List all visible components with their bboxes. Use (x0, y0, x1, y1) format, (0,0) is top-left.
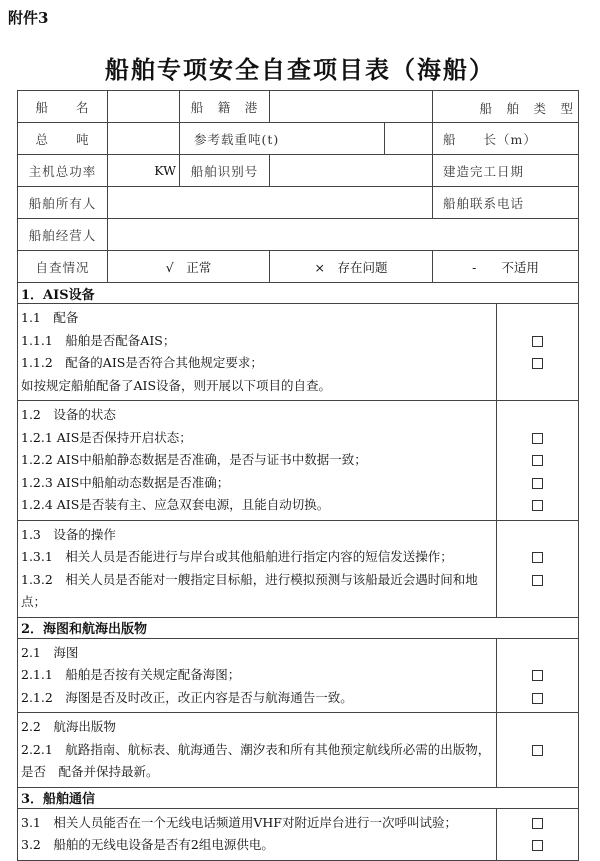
checklist-group-text (18, 520, 497, 617)
checkbox[interactable] (532, 358, 543, 369)
operator-value[interactable] (108, 219, 579, 251)
header-row-1 (18, 91, 579, 123)
checklist-item-text: 2.2.1 航路指南、航标表、航海通告、潮汐表和所有其他预定航线所必需的出版物，是否 配备并保持最新。 (21, 741, 491, 779)
header-row-3 (18, 155, 579, 187)
checklist-group-row (18, 808, 579, 860)
checkbox-column (497, 808, 579, 860)
gross-tonnage-value[interactable] (108, 123, 180, 155)
checkbox-column (497, 401, 579, 521)
checklist-group-text (18, 808, 497, 860)
section-title: 3．船舶通信 (18, 787, 579, 808)
group-title: 2.2 航海出版物 (21, 719, 116, 734)
power-unit: KW (154, 163, 176, 178)
checkbox[interactable] (532, 336, 543, 347)
checklist-group-row (18, 713, 579, 788)
checklist-item-text: 2.1.2 海图是否及时改正，改正内容是否与航海通告一致。 (21, 689, 353, 705)
checkbox-column (497, 304, 579, 401)
checklist-item-text: 1.2.3 AIS中船舶动态数据是否准确； (21, 474, 230, 490)
checkbox[interactable] (532, 693, 543, 704)
gross-tonnage-label: 总 吨 (35, 131, 90, 147)
checkbox-column (497, 520, 579, 617)
ship-id-label: 船舶识别号 (190, 163, 259, 179)
checklist-item-text: 1.1.1 船舶是否配备AIS； (21, 332, 176, 348)
status-problem: × 存在问题 (314, 259, 388, 275)
checklist-item-text: 1.3.1 相关人员是否能进行与岸台或其他船舶进行指定内容的短信发送操作； (21, 549, 453, 564)
status-na: - 不适用 (472, 259, 539, 275)
checklist-group-row (18, 304, 579, 401)
checkbox[interactable] (532, 552, 543, 563)
checklist-item-text: 2.1.1 船舶是否按有关规定配备海图； (21, 667, 241, 682)
checklist-body (18, 283, 579, 861)
checkbox[interactable] (532, 433, 543, 444)
checklist-group-text (18, 638, 497, 713)
status-normal: √ 正常 (165, 259, 212, 275)
attachment-label: 附件3 (8, 9, 49, 27)
checkbox[interactable] (532, 478, 543, 489)
group-title: 1.3 设备的操作 (21, 526, 116, 542)
checklist-item-text: 1.2.2 AIS中船舶静态数据是否准确，是否与证书中数据一致； (21, 452, 367, 467)
section-header-row (18, 787, 579, 808)
checklist-item-text: 1.1.2 配备的AIS是否符合其他规定要求； (21, 355, 263, 370)
checklist-group-row (18, 520, 579, 617)
header-row-4 (18, 187, 579, 219)
build-date-label: 建造完工日期 (443, 163, 525, 179)
checklist-item-text: 1.2.1 AIS是否保持开启状态； (21, 429, 192, 445)
section-header-row (18, 617, 579, 638)
checklist-group-row (18, 401, 579, 521)
checklist-group-text (18, 713, 497, 788)
checkbox-column (497, 713, 579, 788)
checklist-group-row (18, 638, 579, 713)
group-title: 1.1 配备 (21, 310, 79, 325)
operator-label: 船舶经营人 (28, 227, 97, 243)
contact-phone-label: 船舶联系电话 (443, 195, 525, 211)
checkbox[interactable] (532, 500, 543, 511)
main-power-label: 主机总功率 (28, 163, 97, 179)
checklist-group-text (18, 401, 497, 521)
ship-id-value[interactable] (270, 155, 433, 187)
checkbox[interactable] (532, 818, 543, 829)
checkbox[interactable] (532, 575, 543, 586)
checkbox[interactable] (532, 745, 543, 756)
ship-type-label: 船 舶 类 型 (479, 101, 574, 116)
header-row-2 (18, 123, 579, 155)
ship-length-label: 船 长（m） (443, 131, 537, 147)
owner-value[interactable] (108, 187, 433, 219)
checkbox[interactable] (532, 670, 543, 681)
checklist-item-text: 如按规定船舶配备了AIS设备，则开展以下项目的自查。 (21, 377, 332, 393)
ship-name-label: 船 名 (35, 99, 90, 115)
ref-capacity-value[interactable] (385, 123, 433, 155)
checklist-item-text: 3.1 相关人员能否在一个无线电话频道用VHF对附近岸台进行一次呼叫试验； (21, 814, 457, 830)
header-row-5 (18, 219, 579, 251)
checkbox[interactable] (532, 840, 543, 851)
section-title: 1．AIS设备 (18, 283, 579, 304)
checkbox[interactable] (532, 455, 543, 466)
check-status-label: 自查情况 (35, 259, 90, 275)
checkbox-column (497, 638, 579, 713)
registry-port-value[interactable] (270, 91, 433, 123)
section-title: 2．海图和航海出版物 (18, 617, 579, 638)
checklist-item-text: 3.2 船舶的无线电设备是否有2组电源供电。 (21, 837, 274, 852)
checklist-item-text: 1.3.2 相关人员是否能对一艘指定目标船，进行模拟预测与该船最近会遇时间和地点； (21, 571, 478, 609)
group-title: 1.2 设备的状态 (21, 407, 116, 422)
check-status-row (18, 251, 579, 283)
registry-port-label: 船 籍 港 (190, 99, 259, 115)
owner-label: 船舶所有人 (28, 195, 97, 211)
group-title: 2.1 海图 (21, 644, 79, 660)
section-header-row (18, 283, 579, 304)
checklist-table (17, 90, 579, 861)
checklist-group-text (18, 304, 497, 401)
ship-name-value[interactable] (108, 91, 180, 123)
checklist-item-text: 1.2.4 AIS是否装有主、应急双套电源，且能自动切换。 (21, 497, 330, 512)
page-title: 船舶专项安全自查项目表（海船） (105, 55, 495, 84)
ref-capacity-label: 参考载重吨(t) (194, 131, 280, 147)
